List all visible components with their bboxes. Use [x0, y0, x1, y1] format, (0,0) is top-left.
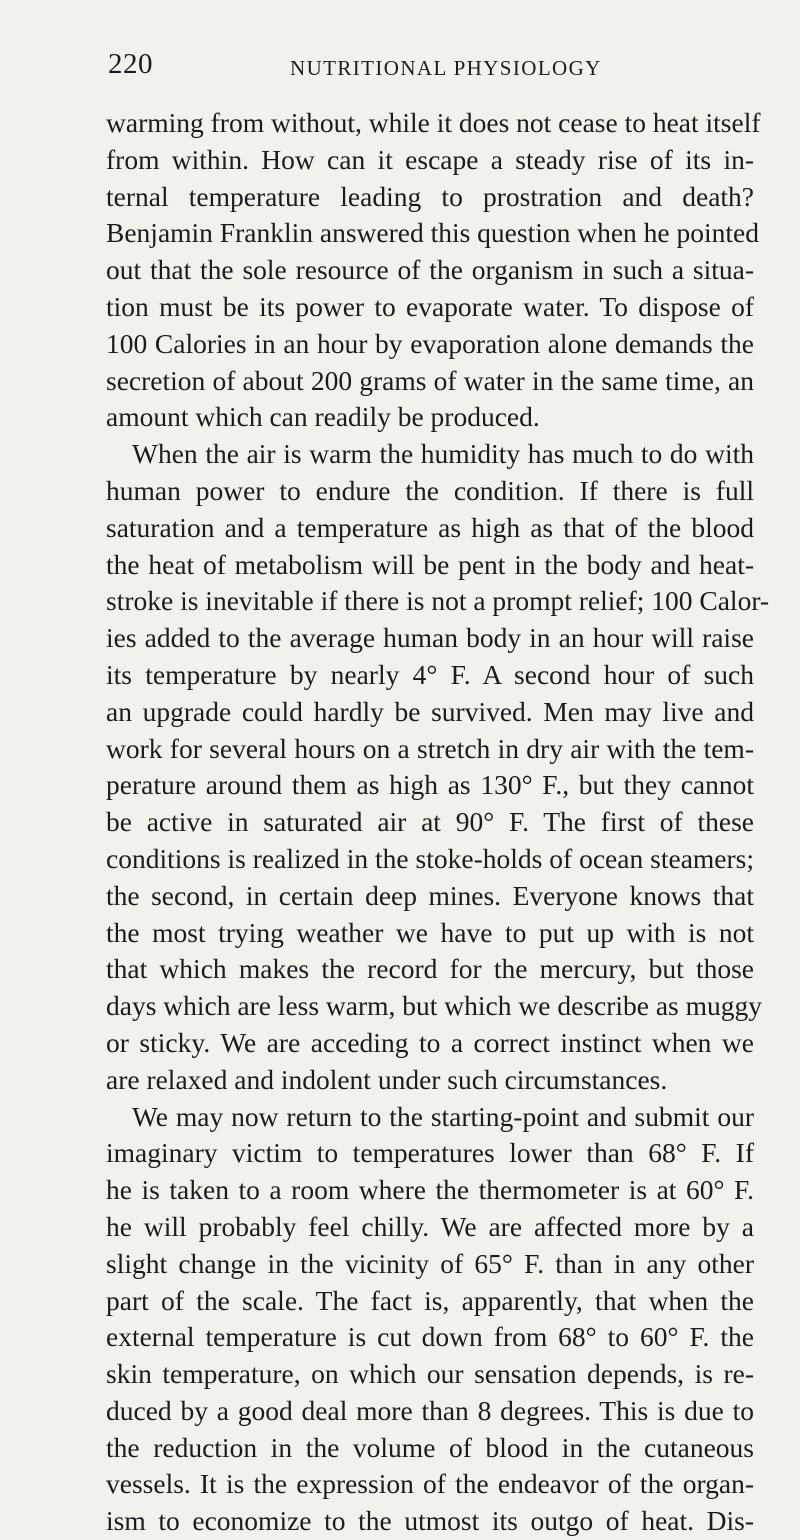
text-line: the heat of metabolism will be pent in the body and heat- — [106, 548, 754, 580]
text-line: the most trying weather we have to put up with is not — [106, 916, 754, 948]
text-line: work for several hours on a stretch in dry air with the tem- — [106, 732, 754, 764]
text-line: perature around them as high as 130° F., but they cannot — [106, 769, 754, 801]
running-head: NUTRITIONAL PHYSIOLOGY — [290, 56, 602, 80]
text-line: imaginary victim to temperatures lower than 68° F. If — [106, 1137, 754, 1169]
text-line: that which makes the record for the mercury, but those — [106, 953, 754, 985]
text-line: ternal temperature leading to prostration and death? — [106, 180, 754, 212]
text-line: or sticky. We are acceding to a correct instinct when we — [106, 1026, 754, 1058]
text-line: he will probably feel chilly. We are affected more by a — [106, 1210, 754, 1242]
page-number: 220 — [108, 48, 153, 80]
text-line: When the air is warm the humidity has much to do with — [132, 438, 754, 470]
text-line: human power to endure the condition. If there is full — [106, 474, 754, 506]
text-line: amount which can readily be produced. — [106, 401, 540, 433]
text-line: the reduction in the volume of blood in the cutaneous — [106, 1431, 754, 1463]
text-line: days which are less warm, but which we describe as muggy — [106, 990, 762, 1022]
text-line: saturation and a temperature as high as that of the blood — [106, 511, 754, 543]
text-line: secretion of about 200 grams of water in the same time, an — [106, 364, 754, 396]
text-line: an upgrade could hardly be survived. Men may live and — [106, 695, 754, 727]
text-line: warming from without, while it does not cease to heat itself — [106, 107, 761, 138]
text-line: from within. How can it escape a steady rise of its in- — [106, 143, 754, 175]
text-line: the second, in certain deep mines. Everyone knows that — [106, 879, 754, 911]
text-line: external temperature is cut down from 68° to 60° F. the — [106, 1321, 754, 1353]
text-line: stroke is inevitable if there is not a prompt relief; 100 Calor- — [106, 585, 770, 617]
text-line: out that the sole resource of the organism in such a situa- — [106, 254, 754, 286]
body-text — [106, 105, 770, 1540]
text-line: slight change in the vicinity of 65° F. than in any other — [106, 1247, 754, 1279]
text-line: tion must be its power to evaporate water. To dispose of — [106, 290, 754, 322]
text-line: We may now return to the starting-point and submit our — [132, 1100, 754, 1132]
text-line: part of the scale. The fact is, apparently, that when the — [106, 1284, 754, 1316]
text-line: ism to economize to the utmost its outgo of heat. Dis- — [106, 1505, 754, 1537]
text-line: duced by a good deal more than 8 degrees. This is due to — [106, 1394, 754, 1426]
page-header — [0, 48, 800, 88]
text-line: he is taken to a room where the thermometer is at 60° F. — [106, 1174, 754, 1206]
text-line: are relaxed and indolent under such circumstances. — [106, 1063, 668, 1095]
text-line: ies added to the average human body in an hour will raise — [106, 622, 754, 654]
text-line: 100 Calories in an hour by evaporation alone demands the — [106, 327, 754, 359]
text-line: its temperature by nearly 4° F. A second hour of such — [106, 658, 754, 690]
text-line: be active in saturated air at 90° F. The first of these — [106, 806, 754, 838]
text-line: skin temperature, on which our sensation depends, is re- — [106, 1358, 754, 1390]
text-line: Benjamin Franklin answered this question when he pointed — [106, 217, 760, 249]
text-line: vessels. It is the expression of the endeavor of the organ- — [106, 1468, 754, 1500]
text-line: conditions is realized in the stoke-holds of ocean steamers; — [106, 842, 754, 874]
